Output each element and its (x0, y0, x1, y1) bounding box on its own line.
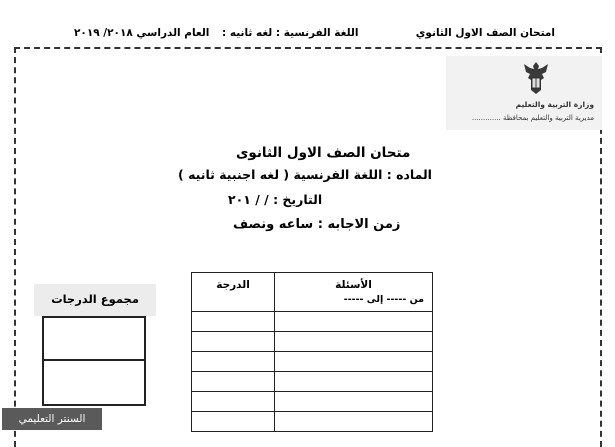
exam-header: امتحان الصف الاول الثانوي (415, 27, 555, 39)
questions-column-header (275, 273, 433, 312)
table-row (192, 312, 433, 332)
eagle-emblem-icon (522, 60, 550, 96)
grades-caption-bg (34, 284, 156, 316)
table-row (192, 412, 433, 432)
grade-column-label: الدرجة (216, 279, 250, 291)
grades-caption: مجموع الدرجات (51, 292, 139, 306)
directorate-name: مديرية التربية والتعليم بمحافظة ............. (471, 114, 594, 122)
subject-line: الماده : اللغة الفرنسية ( لغه اجنبية ثانيه ) (178, 167, 432, 182)
questions-column-label: الأسئلة (335, 279, 372, 291)
table-header-row (192, 273, 433, 312)
range-label: من ----- إلى ----- (343, 294, 424, 305)
year-header: العام الدراسي ٢٠١٨/ ٢٠١٩ (74, 27, 210, 39)
table-row (192, 332, 433, 352)
table-row (192, 352, 433, 372)
grade-column-header (192, 273, 275, 312)
grade-cell-bottom (42, 359, 146, 406)
subject-header: اللغة الفرنسية : لغه ثانيه : (222, 27, 359, 39)
duration-line: زمن الاجابه : ساعه ونصف (233, 217, 401, 232)
ministry-name: وزارة التربية والتعليم (515, 100, 594, 109)
exam-title: متحان الصف الاول الثانوى (236, 145, 411, 161)
date-line: التاريخ : / / ٢٠١ (228, 192, 323, 207)
watermark: السنتر التعليمي (2, 408, 102, 430)
grade-cell-top (42, 316, 146, 361)
questions-grade-table (191, 272, 433, 432)
table-row (192, 372, 433, 392)
table-row (192, 392, 433, 412)
ministry-logo (446, 56, 602, 130)
